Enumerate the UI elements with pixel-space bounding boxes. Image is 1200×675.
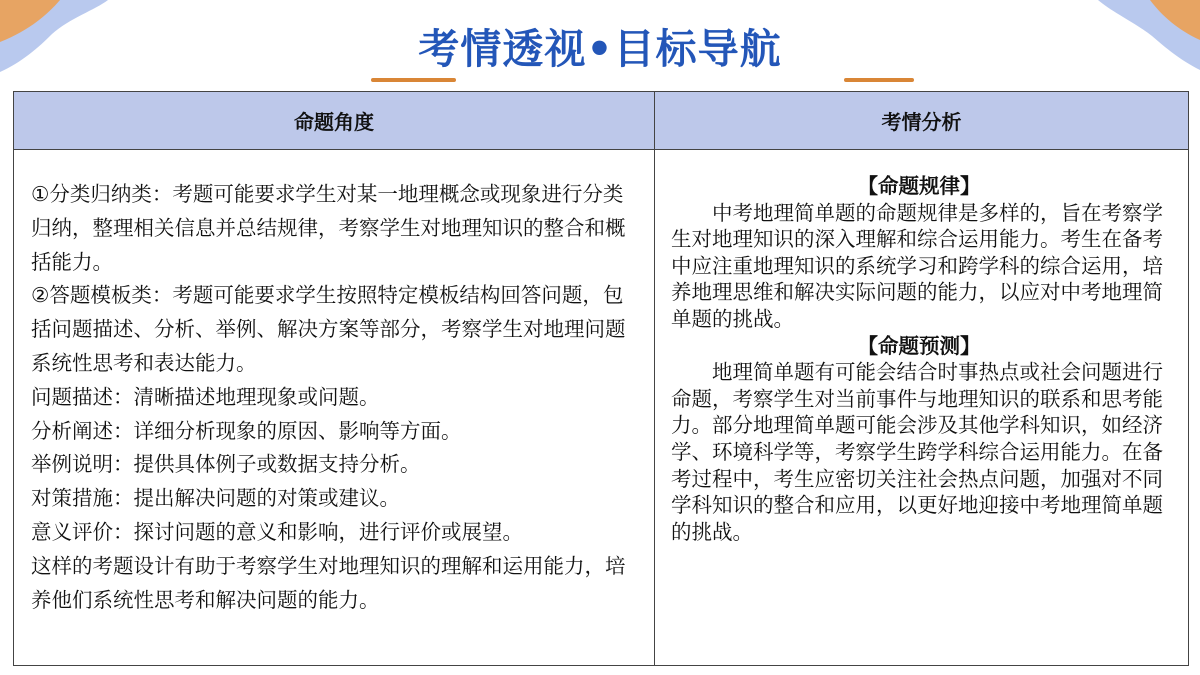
proposition-angle-cell [14, 150, 655, 665]
header-exam-analysis: 考情分析 [655, 92, 1188, 150]
left-paragraph: 对策措施：提出解决问题的对策或建议。 [31, 486, 400, 511]
header-proposition-angle: 命题角度 [14, 92, 655, 150]
left-paragraph: 问题描述：清晰描述地理现象或问题。 [31, 384, 380, 409]
left-paragraph: ①分类归纳类：考题可能要求学生对某一地理概念或现象进行分类归纳，整理相关信息并总结规律，考察学生对地理知识的整合和概括能力。 [31, 182, 626, 274]
exam-analysis-table [13, 91, 1189, 666]
page-title: 考情透视•目标导航 [418, 25, 782, 73]
section-heading-prediction: 【命题预测】 [857, 333, 981, 358]
left-paragraph: ②答题模板类：考题可能要求学生按照特定模板结构回答问题，包括问题描述、分析、举例、解决方案等部分，考察学生对地理问题系统性思考和表达能力。 [31, 283, 626, 375]
section-body-prediction: 地理简单题有可能会结合时事热点或社会问题进行命题，考察学生对当前事件与地理知识的联系和思考能力。部分地理简单题可能会涉及其他学科知识，如经济学、环境科学等，考察学生跨学科综合运用能力。在备考过程中，考生应密切关注社会热点问题，加强对不同学科知识的整合和应用，以更好地迎接中考地理简单题的挑战。 [671, 360, 1163, 544]
left-paragraph: 分析阐述：详细分析现象的原因、影响等方面。 [31, 418, 462, 443]
section-heading-pattern: 【命题规律】 [857, 174, 981, 198]
left-paragraph: 意义评价：探讨问题的意义和影响，进行评价或展望。 [31, 519, 523, 544]
left-paragraph: 这样的考题设计有助于考察学生对地理知识的理解和运用能力，培养他们系统性思考和解决问题的能力。 [31, 553, 626, 612]
left-paragraph: 举例说明：提供具体例子或数据支持分析。 [31, 452, 421, 477]
title-underline-left [371, 78, 456, 82]
exam-analysis-cell [655, 150, 1188, 665]
section-body-pattern: 中考地理简单题的命题规律是多样的，旨在考察学生对地理知识的深入理解和综合运用能力。考生在备考中应注重地理知识的系统学习和跨学科的综合运用，培养地理思维和解决实际问题的能力，以应对中考地理简单题的挑战。 [671, 200, 1163, 331]
title-underline-right [844, 78, 914, 82]
